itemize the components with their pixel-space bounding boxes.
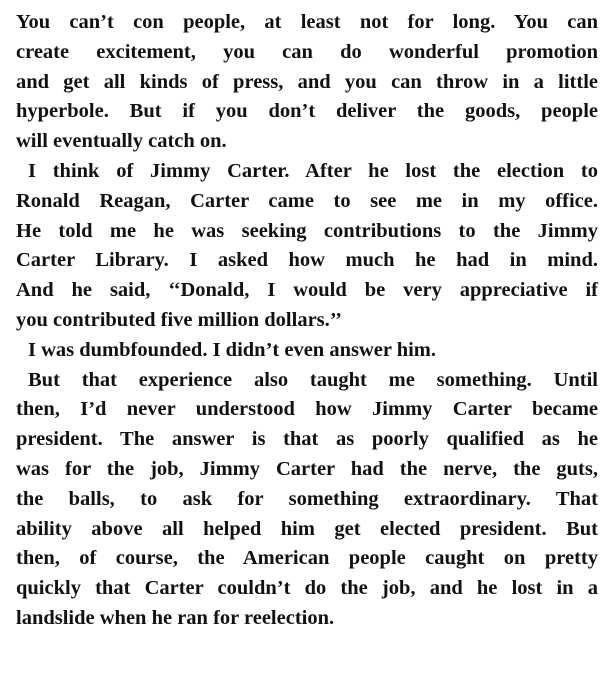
text-line: Ronald Reagan, Carter came to see me in my office. — [16, 189, 598, 212]
paragraph-1 — [16, 8, 598, 157]
text-line: Carter Library. I asked how much he had in mind. — [16, 249, 598, 272]
text-line: then, of course, the American people caught on pretty — [16, 547, 598, 570]
text-line: president. The answer is that as poorly qualified as he — [16, 428, 598, 451]
document-page — [16, 8, 598, 634]
text-line: the balls, to ask for something extraordinary. That — [16, 487, 598, 510]
text-line: was for the job, Jimmy Carter had the nerve, the guts, — [16, 457, 598, 480]
text-line: You can’t con people, at least not for long. You can — [16, 11, 598, 33]
text-line: ability above all helped him get elected president. But — [16, 517, 598, 540]
text-line: I was dumbfounded. I didn’t even answer him. — [28, 338, 437, 361]
text-line: But that experience also taught me something. Until — [28, 368, 598, 391]
text-line: and get all kinds of press, and you can throw in a little — [16, 70, 598, 93]
text-line: create excitement, you can do wonderful promotion — [16, 40, 598, 63]
paragraph-3 — [16, 336, 598, 366]
paragraph-4 — [16, 366, 598, 634]
text-line: I think of Jimmy Carter. After he lost the election to — [28, 159, 598, 182]
text-line: then, I’d never understood how Jimmy Carter became — [16, 398, 598, 421]
text-line: And he said, ‘‘Donald, I would be very appreciative if — [16, 279, 598, 302]
text-line: you contributed five million dollars.’’ — [16, 308, 342, 331]
paragraph-2 — [16, 157, 598, 336]
text-line: He told me he was seeking contributions to the Jimmy — [16, 219, 598, 242]
text-line: will eventually catch on. — [16, 130, 227, 153]
text-line: quickly that Carter couldn’t do the job, and he lost in a — [16, 577, 598, 600]
text-line: hyperbole. But if you don’t deliver the goods, people — [16, 100, 598, 123]
text-line: landslide when he ran for reelection. — [16, 606, 335, 629]
